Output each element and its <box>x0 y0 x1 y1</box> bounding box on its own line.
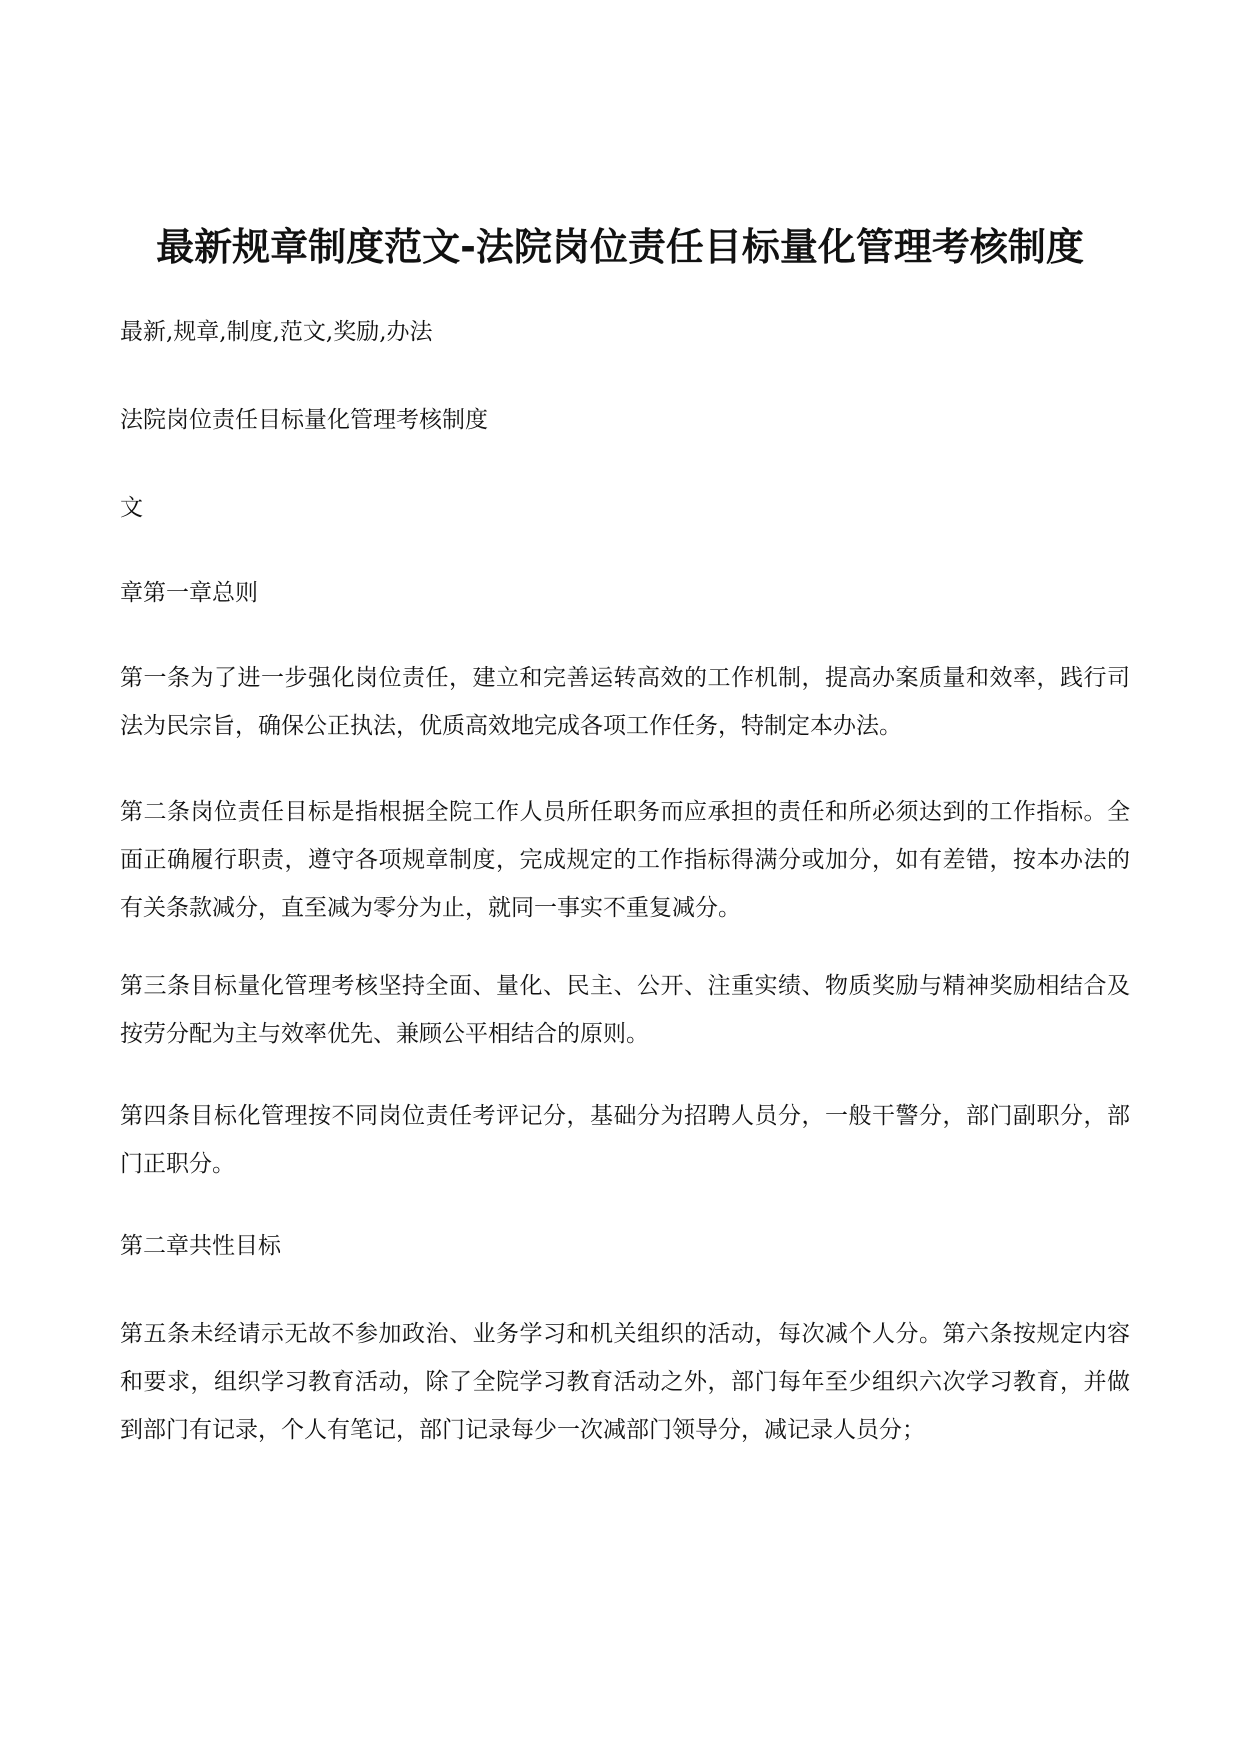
article-2: 第二条岗位责任目标是指根据全院工作人员所任职务而应承担的责任和所必须达到的工作指标。全面正确履行职责，遵守各项规章制度，完成规定的工作指标得满分或加分，如有差错，按本办法的有关条款减分，直至减为零分为止，就同一事实不重复减分。 <box>120 799 1130 921</box>
chapter-2-heading: 第二章共性目标 <box>120 1233 281 1259</box>
wen-line: 文 <box>120 495 143 521</box>
article-3: 第三条目标量化管理考核坚持全面、量化、民主、公开、注重实绩、物质奖励与精神奖励相结合及按劳分配为主与效率优先、兼顾公平相结合的原则。 <box>120 973 1130 1047</box>
document-title: 最新规章制度范文-法院岗位责任目标量化管理考核制度 <box>156 225 1084 269</box>
chapter-1-heading: 章第一章总则 <box>120 580 258 606</box>
subtitle-line: 法院岗位责任目标量化管理考核制度 <box>120 407 488 433</box>
keywords-line: 最新,规章,制度,范文,奖励,办法 <box>120 319 433 345</box>
article-1: 第一条为了进一步强化岗位责任，建立和完善运转高效的工作机制，提高办案质量和效率，践行司法为民宗旨，确保公正执法，优质高效地完成各项工作任务，特制定本办法。 <box>120 665 1130 739</box>
article-4: 第四条目标化管理按不同岗位责任考评记分，基础分为招聘人员分，一般干警分，部门副职分，部门正职分。 <box>120 1103 1130 1177</box>
article-5-6: 第五条未经请示无故不参加政治、业务学习和机关组织的活动，每次减个人分。第六条按规定内容和要求，组织学习教育活动，除了全院学习教育活动之外，部门每年至少组织六次学习教育，并做到部门有记录，个人有笔记，部门记录每少一次减部门领导分，减记录人员分； <box>120 1321 1130 1443</box>
